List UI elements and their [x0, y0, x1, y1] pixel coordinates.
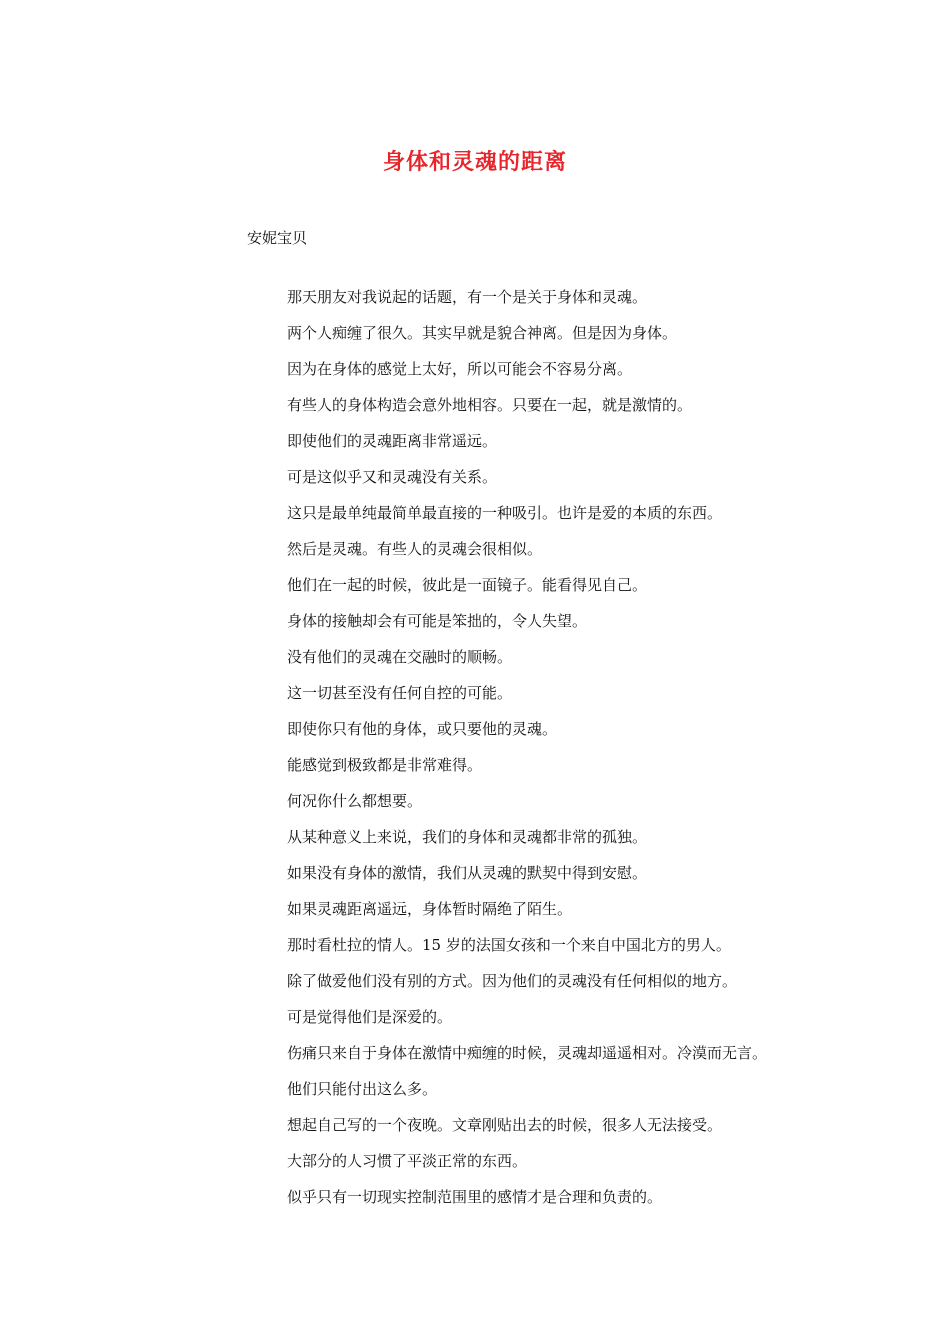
body-line: 有些人的身体构造会意外地相容。只要在一起，就是激情的。 [287, 396, 693, 414]
body-line: 没有他们的灵魂在交融时的顺畅。 [287, 648, 513, 666]
body-line: 两个人痴缠了很久。其实早就是貌合神离。但是因为身体。 [287, 324, 678, 342]
body-line: 除了做爱他们没有别的方式。因为他们的灵魂没有任何相似的地方。 [287, 972, 738, 990]
body-line: 身体的接触却会有可能是笨拙的，令人失望。 [287, 612, 588, 630]
body-line: 可是这似乎又和灵魂没有关系。 [287, 468, 498, 486]
author-name: 安妮宝贝 [247, 229, 308, 247]
body-line: 似乎只有一切现实控制范围里的感情才是合理和负责的。 [287, 1188, 663, 1206]
body-line: 想起自己写的一个夜晚。文章刚贴出去的时候，很多人无法接受。 [287, 1116, 723, 1134]
body-line: 因为在身体的感觉上太好，所以可能会不容易分离。 [287, 360, 633, 378]
body-line: 可是觉得他们是深爱的。 [287, 1008, 453, 1026]
body-line: 他们在一起的时候，彼此是一面镜子。能看得见自己。 [287, 576, 648, 594]
body-line: 即使你只有他的身体，或只要他的灵魂。 [287, 720, 558, 738]
body-line: 这只是最单纯最简单最直接的一种吸引。也许是爱的本质的东西。 [287, 504, 723, 522]
body-line: 这一切甚至没有任何自控的可能。 [287, 684, 513, 702]
article-title: 身体和灵魂的距离 [382, 150, 567, 175]
body-line: 那时看杜拉的情人。15 岁的法国女孩和一个来自中国北方的男人。 [287, 936, 731, 954]
body-line: 即使他们的灵魂距离非常遥远。 [287, 432, 498, 450]
article-body [287, 286, 847, 1222]
body-line: 何况你什么都想要。 [287, 792, 423, 810]
body-line: 他们只能付出这么多。 [287, 1080, 438, 1098]
body-line: 从某种意义上来说，我们的身体和灵魂都非常的孤独。 [287, 828, 648, 846]
body-line: 能感觉到极致都是非常难得。 [287, 756, 483, 774]
body-line: 那天朋友对我说起的话题，有一个是关于身体和灵魂。 [287, 288, 648, 306]
body-line: 如果没有身体的激情，我们从灵魂的默契中得到安慰。 [287, 864, 648, 882]
body-line: 如果灵魂距离遥远，身体暂时隔绝了陌生。 [287, 900, 573, 918]
body-line: 伤痛只来自于身体在激情中痴缠的时候，灵魂却遥遥相对。冷漠而无言。 [287, 1044, 768, 1062]
body-line: 然后是灵魂。有些人的灵魂会很相似。 [287, 540, 543, 558]
body-line: 大部分的人习惯了平淡正常的东西。 [287, 1152, 528, 1170]
